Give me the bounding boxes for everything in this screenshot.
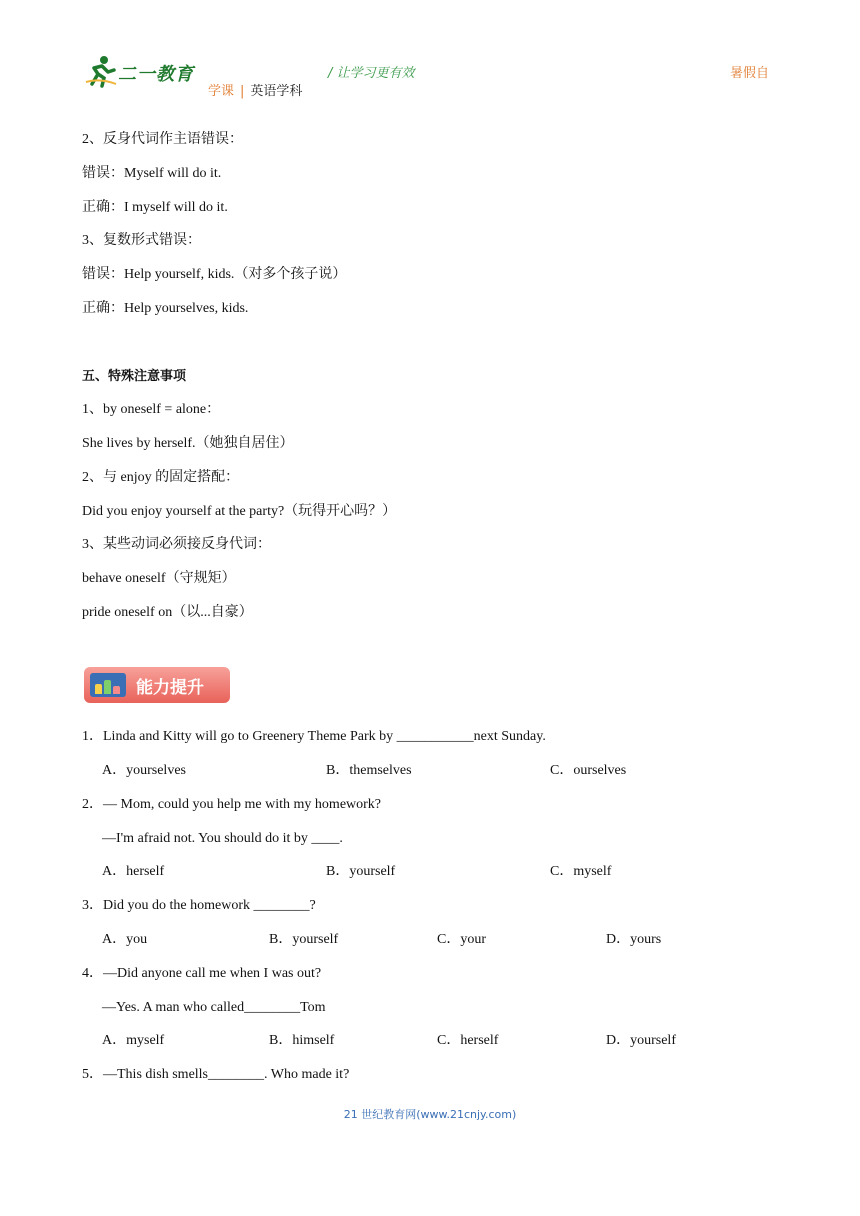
text-line: 1、by oneself = alone： (82, 402, 221, 417)
answer-option: D．yourself (606, 1033, 676, 1048)
section-banner (84, 667, 230, 703)
header-subject (208, 80, 302, 99)
answer-option: D．yours (606, 932, 662, 947)
question-stem: 3．Did you do the homework ________? (82, 898, 316, 913)
answer-option: B．himself (269, 1033, 335, 1048)
answer-option: B．yourself (326, 864, 396, 879)
text-line: 2、与 enjoy 的固定搭配： (82, 470, 240, 485)
text-line: 3、某些动词必须接反身代词： (82, 537, 271, 552)
text-line: 正确：Help yourselves, kids. (82, 301, 249, 316)
banner-label: 能力提升 (136, 678, 204, 698)
answer-option: C．ourselves (550, 763, 627, 778)
text-line: 错误：Help yourself, kids.（对多个孩子说） (82, 267, 347, 282)
subject-name: 英语学科 (250, 84, 303, 99)
text-line: Did you enjoy yourself at the party?（玩得开心吗？） (82, 504, 397, 519)
question-stem: 5．—This dish smells________. Who made it? (82, 1067, 350, 1082)
question-stem: 4．—Did anyone call me when I was out? (82, 966, 322, 981)
header-slogan: / 让学习更有效 (328, 66, 415, 81)
answer-option: A．herself (102, 864, 165, 879)
answer-option: B．yourself (269, 932, 339, 947)
text-line: behave oneself（守规矩） (82, 571, 236, 586)
chart-icon (90, 673, 126, 697)
answer-option: A．you (102, 932, 148, 947)
logo-text: 二一教育 (118, 64, 194, 85)
text-line: 错误：Myself will do it. (82, 166, 222, 181)
answer-option: C．myself (550, 864, 612, 879)
text-line: 正确：I myself will do it. (82, 200, 228, 215)
runner-logo-icon (84, 54, 118, 88)
subject-tag: 学课 (208, 84, 235, 99)
answer-option: C．herself (437, 1033, 499, 1048)
question-stem-line2: —Yes. A man who called________Tom (102, 1000, 326, 1015)
text-line: She lives by herself.（她独自居住） (82, 436, 294, 451)
text-line: 2、反身代词作主语错误： (82, 132, 243, 147)
answer-option: A．myself (102, 1033, 165, 1048)
question-stem: 1．Linda and Kitty will go to Greenery Theme Park by ___________next Sunday. (82, 729, 546, 744)
subject-separator: | (240, 84, 245, 99)
answer-option: C．your (437, 932, 486, 947)
answer-option: B．themselves (326, 763, 412, 778)
page-footer: 21 世纪教育网(www.21cnjy.com) (343, 1108, 517, 1121)
question-stem: 2．— Mom, could you help me with my homework? (82, 797, 382, 812)
text-line: 3、复数形式错误： (82, 233, 201, 248)
question-stem-line2: —I'm afraid not. You should do it by ____. (102, 831, 343, 846)
text-line: pride oneself on（以...自豪） (82, 605, 253, 620)
header-corner-text: 暑假自 (730, 66, 770, 81)
answer-option: A．yourselves (102, 763, 186, 778)
section-heading: 五、特殊注意事项 (82, 369, 187, 384)
logo (84, 54, 194, 90)
